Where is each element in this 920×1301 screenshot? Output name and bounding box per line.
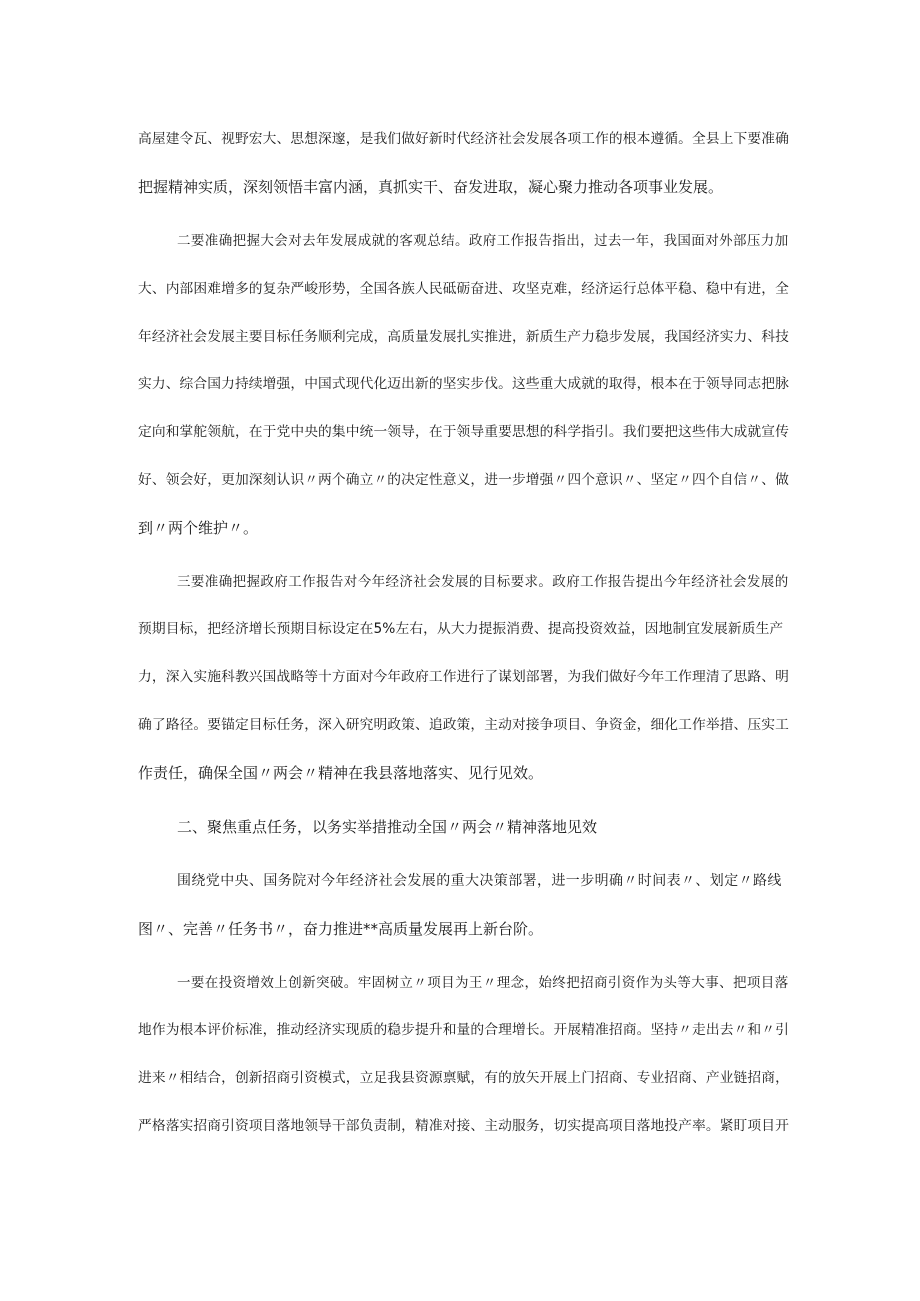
paragraph-3-line-1: 三要准确把握政府工作报告对今年经济社会发展的目标要求。政府工作报告提出今年经济社会发展的 <box>177 574 789 590</box>
paragraph-4-line-2: 图〃、完善〃任务书〃，奋力推进**高质量发展再上新台阶。 <box>138 920 544 938</box>
section-heading: 二、聚焦重点任务，以务实举措推动全国〃两会〃精神落地见效 <box>177 818 598 836</box>
paragraph-5-line-1: 一要在投资增效上创新突破。牢固树立〃项目为王〃理念，始终把招商引资作为头等大事、把项目落 <box>177 975 789 991</box>
paragraph-1-line-2: 把握精神实质，深刻领悟丰富内涵，真抓实干、奋发进取，凝心聚力推动各项事业发展。 <box>138 178 724 196</box>
paragraph-2-line-1: 二要准确把握大会对去年发展成就的客观总结。政府工作报告指出，过去一年，我国面对外部压力加 <box>177 233 789 249</box>
paragraph-3-line-5: 作责任，确保全国〃两会〃精神在我县落地落实、见行见效。 <box>138 764 544 782</box>
paragraph-2-line-7: 到〃两个维护〃。 <box>138 519 259 537</box>
paragraph-3-line-2: 预期目标，把经济增长预期目标设定在5%左右，从大力提振消费、提高投资效益，因地制宜发展新质生产 <box>138 621 784 637</box>
paragraph-5-line-3: 进来〃相结合，创新招商引资模式，立足我县资源禀赋，有的放矢开展上门招商、专业招商、产业链招商， <box>138 1070 789 1086</box>
paragraph-3-line-3: 力，深入实施科教兴国战略等十方面对今年政府工作进行了谋划部署，为我们做好今年工作理清了思路、明 <box>138 669 789 685</box>
paragraph-3-line-4: 确了路径。要锚定目标任务，深入研究明政策、追政策，主动对接争项目、争资金，细化工作举措、压实工 <box>138 717 789 733</box>
paragraph-5-line-2: 地作为根本评价标准，推动经济实现质的稳步提升和量的合理增长。开展精准招商。坚持〃走出去〃和〃引 <box>138 1022 789 1038</box>
paragraph-2-line-2: 大、内部困难增多的复杂严峻形势，全国各族人民砥砺奋进、攻坚克难，经济运行总体平稳、稳中有进，全 <box>138 281 789 297</box>
paragraph-1-line-1: 高屋建令瓦、视野宏大、思想深邃，是我们做好新时代经济社会发展各项工作的根本遵循。全县上下要准确 <box>138 131 789 147</box>
paragraph-4-line-1: 围绕党中央、国务院对今年经济社会发展的重大决策部署，进一步明确〃时间表〃、划定〃路线 <box>177 873 782 889</box>
paragraph-2-line-5: 定向和掌舵领航，在于党中央的集中统一领导，在于领导重要思想的科学指引。我们要把这些伟大成就宣传 <box>138 424 789 440</box>
paragraph-5-line-4: 严格落实招商引资项目落地领导干部负责制，精准对接、主动服务，切实提高项目落地投产率。紧盯项目开 <box>138 1118 789 1134</box>
paragraph-2-line-3: 年经济社会发展主要目标任务顺利完成，高质量发展扎实推进，新质生产力稳步发展，我国经济实力、科技 <box>138 329 789 345</box>
paragraph-2-line-6: 好、领会好，更加深刻认识〃两个确立〃的决定性意义，进一步增强〃四个意识〃、坚定〃四个自信〃、做 <box>138 472 789 488</box>
paragraph-2-line-4: 实力、综合国力持续增强，中国式现代化迈出新的坚实步伐。这些重大成就的取得，根本在于领导同志把脉 <box>138 376 789 392</box>
